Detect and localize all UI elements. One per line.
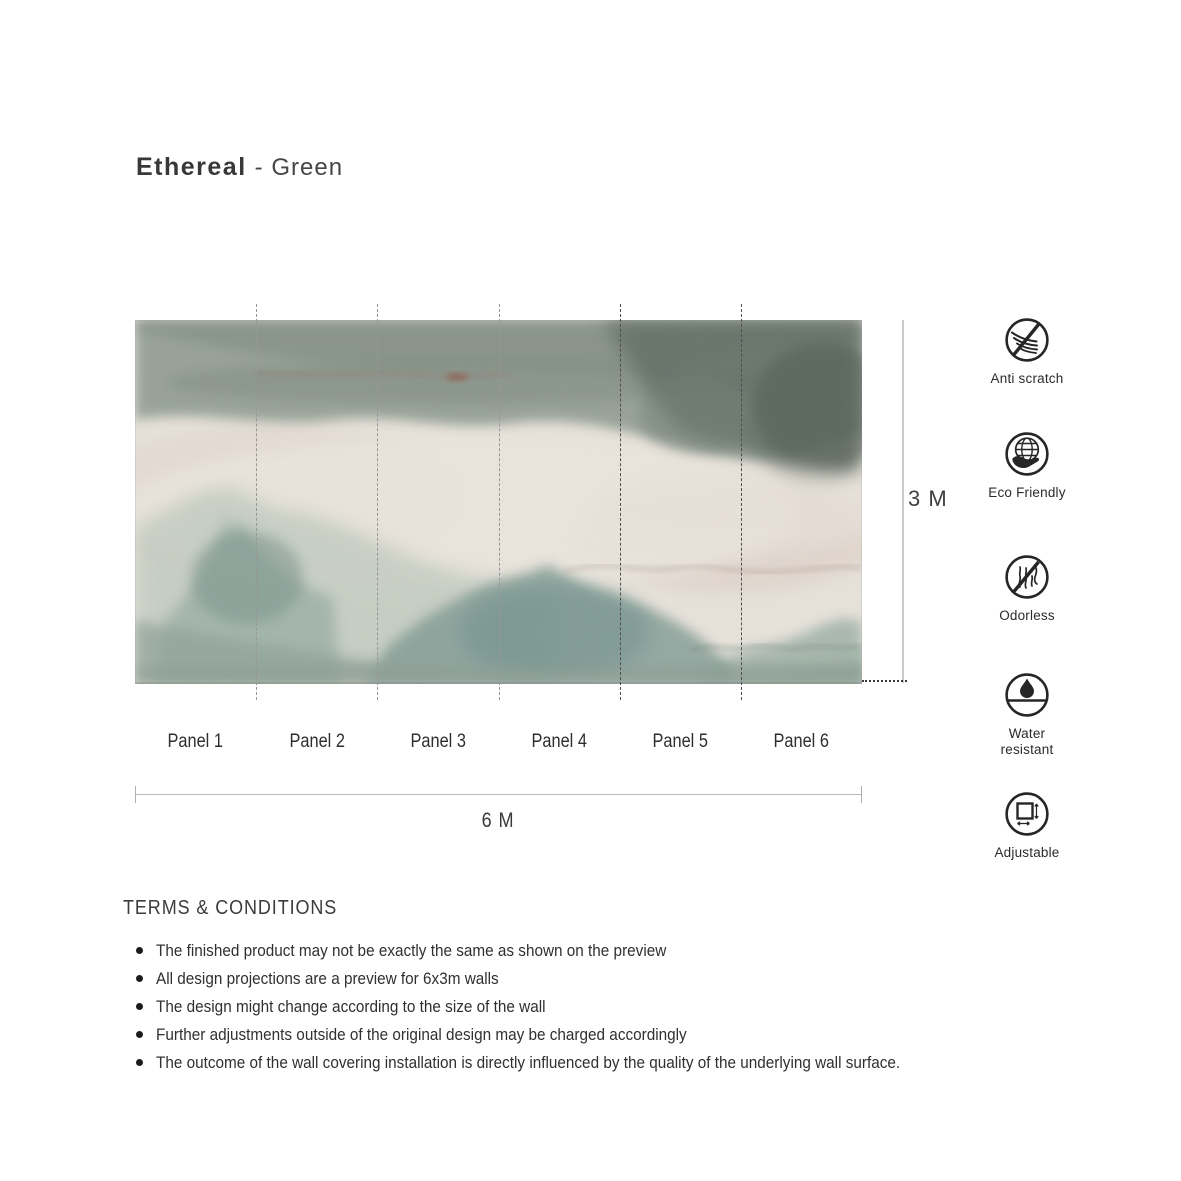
height-dimension-label: 3 M xyxy=(908,486,948,511)
bullet-dot xyxy=(136,1059,143,1066)
panel-divider-5 xyxy=(741,304,742,700)
panel-label-row xyxy=(135,731,862,753)
terms-item: The design might change according to the size of the wall xyxy=(136,997,983,1016)
feature-adjustable xyxy=(977,790,1077,861)
product-variant: - Green xyxy=(254,154,344,181)
mural-preview xyxy=(135,320,862,684)
panel-6-label: Panel 6 xyxy=(773,731,830,752)
adjustable-icon xyxy=(977,790,1077,838)
panel-divider-1 xyxy=(256,304,257,700)
page-title xyxy=(136,153,343,182)
bullet-dot xyxy=(136,975,143,982)
product-name: Ethereal xyxy=(136,153,247,181)
feature-label: Adjustable xyxy=(994,845,1060,860)
feature-water-resistant xyxy=(977,671,1077,757)
anti-scratch-icon xyxy=(977,316,1077,364)
panel-divider-3 xyxy=(499,304,500,700)
feature-label: Anti scratch xyxy=(990,371,1064,386)
bullet-dot xyxy=(136,1003,143,1010)
terms-heading: TERMS & CONDITIONS xyxy=(123,897,338,919)
bullet-dot xyxy=(136,947,143,954)
panel-divider-4 xyxy=(620,304,621,700)
panel-4-label: Panel 4 xyxy=(531,731,587,752)
water-resistant-icon xyxy=(977,671,1077,719)
feature-label: Water resistant xyxy=(1000,726,1054,757)
panel-2-label: Panel 2 xyxy=(289,731,345,752)
terms-item: Further adjustments outside of the original design may be charged accordingly xyxy=(136,1025,983,1044)
feature-label: Eco Friendly xyxy=(988,485,1066,500)
feature-anti-scratch xyxy=(977,316,1077,387)
panel-3-label: Panel 3 xyxy=(410,731,466,752)
terms-list xyxy=(136,941,983,1081)
terms-item: The outcome of the wall covering installation is directly influenced by the quality of the underlying wall surface. xyxy=(136,1053,983,1072)
feature-eco-friendly xyxy=(977,430,1077,501)
width-dimension-tick-right xyxy=(861,786,862,803)
panel-5-label: Panel 5 xyxy=(652,731,708,752)
height-dimension-connector xyxy=(862,680,907,682)
odorless-icon xyxy=(977,553,1077,601)
feature-label: Odorless xyxy=(999,608,1055,623)
width-dimension-label: 6 M xyxy=(482,809,515,832)
width-dimension-tick-left xyxy=(135,786,136,803)
bullet-dot xyxy=(136,1031,143,1038)
feature-odorless xyxy=(977,553,1077,624)
width-dimension-line xyxy=(135,794,862,795)
panel-divider-2 xyxy=(377,304,378,700)
height-dimension-line xyxy=(902,320,904,683)
eco-friendly-icon xyxy=(977,430,1077,478)
panel-1-label: Panel 1 xyxy=(167,731,224,752)
terms-item: All design projections are a preview for 6x3m walls xyxy=(136,969,983,988)
terms-item: The finished product may not be exactly the same as shown on the preview xyxy=(136,941,983,960)
